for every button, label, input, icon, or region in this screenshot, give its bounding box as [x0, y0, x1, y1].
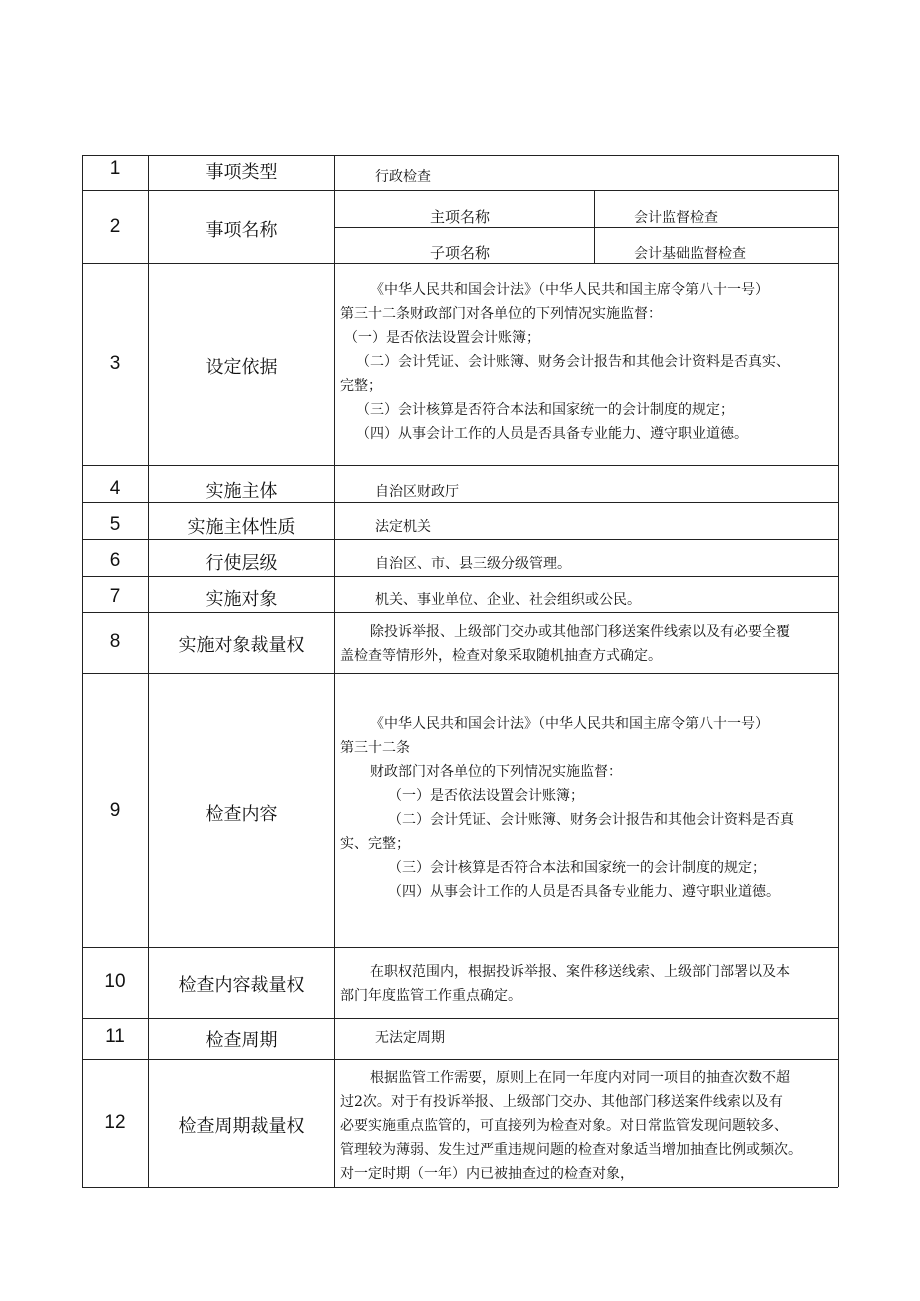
row-text-block — [340, 960, 834, 1008]
text-line: 第三十二条财政部门对各单位的下列情况实施监督： — [340, 306, 662, 322]
row-divider — [82, 190, 838, 191]
subitem-key: 子项名称 — [430, 244, 491, 262]
text-line: 《中华人民共和国会计法》（中华人民共和国主席令第八十一号） — [370, 282, 769, 298]
row-label: 检查内容 — [205, 804, 278, 825]
text-line: （四）从事会计工作的人员是否具备专业能力、遵守职业道德。 — [356, 426, 748, 442]
row-divider — [82, 1018, 838, 1019]
text-line: 《中华人民共和国会计法》（中华人民共和国主席令第八十一号） — [370, 716, 769, 732]
row-number: 3 — [109, 353, 121, 374]
text-line: （一）是否依法设置会计账簿； — [388, 788, 584, 804]
row-number: 1 — [109, 158, 121, 179]
row-value: 行政检查 — [375, 169, 431, 185]
row-value: 自治区财政厅 — [375, 484, 459, 500]
row-number: 12 — [104, 1112, 126, 1133]
subitem-key: 主项名称 — [430, 208, 491, 226]
row-label: 事项名称 — [205, 220, 278, 241]
text-line: 实、完整； — [340, 836, 410, 852]
row-number: 10 — [104, 971, 126, 992]
row-text-block — [340, 278, 834, 446]
row-label: 实施对象 — [205, 589, 278, 610]
row-number: 9 — [109, 800, 121, 821]
table-bottom-border — [82, 1187, 838, 1188]
row-number: 7 — [109, 586, 121, 607]
row-value: 无法定周期 — [375, 1030, 445, 1046]
row-value: 法定机关 — [375, 519, 431, 535]
subitem-value: 会计监督检查 — [634, 210, 718, 226]
text-line: （二）会计凭证、会计账簿、财务会计报告和其他会计资料是否真 — [388, 812, 794, 828]
row-text-block — [340, 712, 834, 904]
text-line: （三）会计核算是否符合本法和国家统一的会计制度的规定； — [356, 402, 734, 418]
row-divider — [82, 539, 838, 540]
row-divider — [82, 465, 838, 466]
row-text-block — [340, 620, 834, 668]
text-line: 过2次。对于有投诉举报、上级部门交办、其他部门移送案件线索以及有 — [340, 1094, 783, 1110]
row-label: 事项类型 — [205, 162, 278, 183]
row-divider — [82, 947, 838, 948]
row-label: 检查周期裁量权 — [178, 1116, 305, 1137]
row-divider — [82, 576, 838, 577]
column-divider — [334, 155, 335, 1187]
row-label: 检查周期 — [205, 1030, 278, 1051]
subcolumn-divider — [594, 190, 595, 263]
row-divider — [82, 612, 838, 613]
text-line: 第三十二条 — [340, 740, 410, 756]
row-value: 自治区、市、县三级分级管理。 — [375, 556, 571, 572]
row-number: 4 — [109, 478, 121, 499]
row-label: 检查内容裁量权 — [178, 975, 305, 996]
row-number: 2 — [109, 216, 121, 237]
text-line: 财政部门对各单位的下列情况实施监督： — [370, 764, 622, 780]
row-label: 实施对象裁量权 — [178, 635, 305, 656]
row-number: 5 — [109, 514, 121, 535]
text-line: 盖检查等情形外，检查对象采取随机抽查方式确定。 — [340, 648, 662, 664]
text-line: 必要实施重点监管的，可直接列为检查对象。对日常监管发现问题较多、 — [340, 1118, 788, 1134]
text-line: （一）是否依法设置会计账簿； — [344, 330, 540, 346]
row-number: 11 — [105, 1026, 125, 1047]
text-line: 部门年度监管工作重点确定。 — [340, 988, 522, 1004]
text-line: 管理较为薄弱、发生过严重违规问题的检查对象适当增加抽查比例或频次。 — [340, 1142, 802, 1158]
row-text-block — [340, 1066, 834, 1186]
text-line: 在职权范围内，根据投诉举报、案件移送线索、上级部门部署以及本 — [370, 964, 790, 980]
row-number: 8 — [109, 631, 121, 652]
row-number: 6 — [109, 550, 121, 571]
text-line: （四）从事会计工作的人员是否具备专业能力、遵守职业道德。 — [388, 884, 780, 900]
table-top-border — [82, 155, 838, 156]
row-divider — [82, 1059, 838, 1060]
text-line: 完整； — [340, 378, 382, 394]
text-line: 对一定时期（一年）内已被抽查过的检查对象， — [340, 1166, 634, 1182]
text-line: 根据监管工作需要，原则上在同一年度内对同一项目的抽查次数不超 — [370, 1070, 790, 1086]
row-value: 机关、事业单位、企业、社会组织或公民。 — [375, 592, 641, 608]
row-label: 实施主体 — [205, 481, 278, 502]
row-label: 行使层级 — [205, 553, 278, 574]
row-label: 设定依据 — [205, 357, 278, 378]
subitem-value: 会计基础监督检查 — [634, 246, 746, 262]
text-line: （二）会计凭证、会计账簿、财务会计报告和其他会计资料是否真实、 — [356, 354, 790, 370]
text-line: （三）会计核算是否符合本法和国家统一的会计制度的规定； — [388, 860, 766, 876]
row-label: 实施主体性质 — [187, 517, 296, 538]
text-line: 除投诉举报、上级部门交办或其他部门移送案件线索以及有必要全覆 — [370, 624, 790, 640]
row-divider — [82, 673, 838, 674]
